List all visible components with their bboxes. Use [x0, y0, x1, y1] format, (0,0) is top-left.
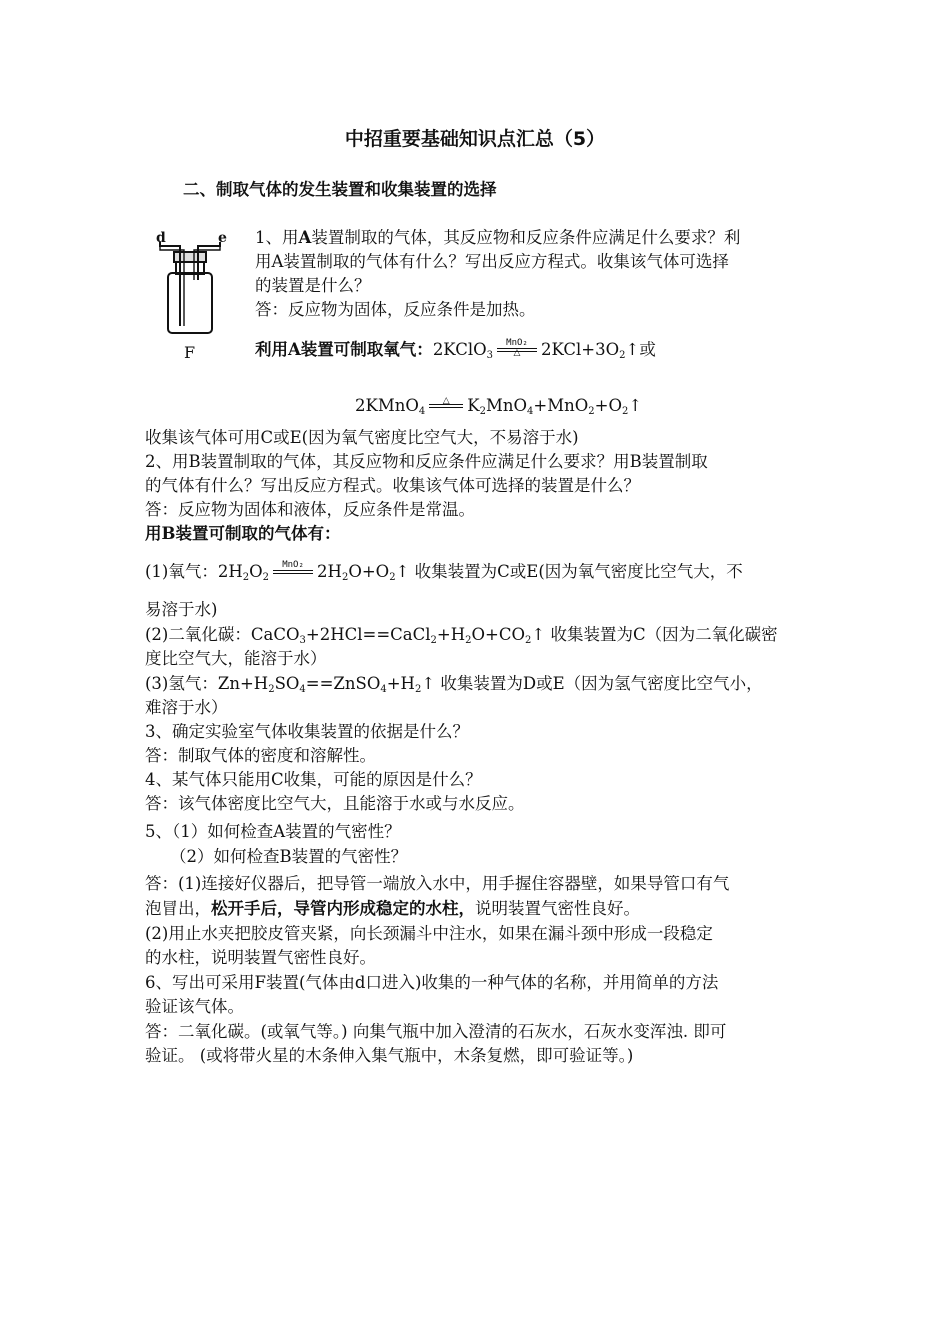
q2-h2-equation: (3)氢气：$Zn+H_2SO_4==ZnSO_4+H_2↑$ 收集装置为D或E（因为氢气密度比空气小， [145, 674, 763, 695]
q4-question: 4、某气体只能用C收集，可能的原因是什么？ [145, 770, 482, 789]
q3-answer: 答：制取气体的密度和溶解性。 [145, 746, 376, 765]
q2-co2-line-2: 度比空气大，能溶于水） [145, 649, 327, 668]
q3-question: 3、确定实验室气体收集装置的依据是什么？ [145, 722, 469, 741]
heat-equals-sign: △ [429, 395, 463, 415]
q2-line-2: 的气体有什么？写出反应方程式。收集该气体可选择的装置是什么？ [145, 476, 640, 495]
q5-question-2: （2）如何检查B装置的气密性？ [170, 847, 408, 866]
q1-line-2: 用A装置制取的气体有什么？写出反应方程式。收集该气体可选择 [255, 252, 729, 271]
gas-bottle-figure [150, 228, 230, 336]
q2-oxygen-equation: (1)氧气：$2H_2O_2$ MnO₂ $2H_2O+O_2↑$ 收集装置为C或E(因为氧气密度比空气大，不 [145, 560, 743, 583]
q2-h2-line-2: 难溶于水） [145, 698, 228, 717]
q4-answer: 答：该气体密度比空气大，且能溶于水或与水反应。 [145, 794, 525, 813]
q1-line-3: 的装置是什么？ [255, 276, 371, 295]
q1-equation-kmno4: 2KMnO$_4$ △ $K_2MnO_4+MnO_2+O_2↑$ [355, 396, 643, 417]
q6-line-2: 验证该气体。 [145, 997, 244, 1016]
q1-answer: 答：反应物为固体，反应条件是加热。 [255, 300, 536, 319]
port-d-label: d [156, 230, 166, 246]
q5-answer-2-line-2: 的水柱，说明装置气密性良好。 [145, 948, 376, 967]
catalyst-equals-sign: MnO₂ △ [497, 339, 537, 359]
q2-answer: 答：反应物为固体和液体，反应条件是常温。 [145, 500, 475, 519]
q1-line-1: 1、用A装置制取的气体，其反应物和反应条件应满足什么要求？利 [255, 228, 741, 247]
q5-answer-2-line-1: (2)用止水夹把胶皮管夹紧，向长颈漏斗中注水，如果在漏斗颈中形成一段稳定 [145, 924, 713, 943]
q6-line-1: 6、写出可采用F装置(气体由d口进入)收集的一种气体的名称，并用简单的方法 [145, 973, 719, 992]
catalyst-equals-sign: MnO₂ [273, 561, 313, 581]
q6-answer-line-2: 验证。 (或将带火星的木条伸入集气瓶中，木条复燃，即可验证等。) [145, 1046, 634, 1065]
q2-line-1: 2、用B装置制取的气体，其反应物和反应条件应满足什么要求？用B装置制取 [145, 452, 708, 471]
figure-label: F [184, 343, 196, 362]
page-title: 中招重要基础知识点汇总（5） [344, 128, 606, 150]
q1-equation-kclo3: 利用A装置可制取氧气：2KClO$_3$ MnO₂ △ $2KCl+3O_2↑$或 [255, 338, 656, 361]
q5-answer-1-line-1: 答：(1)连接好仪器后，把导管一端放入水中，用手握住容器壁，如果导管口有气 [145, 874, 730, 893]
q2-heading: 用B装置可制取的气体有： [145, 524, 341, 543]
port-e-label: e [218, 230, 227, 246]
q5-answer-1-line-2: 泡冒出，松开手后，导管内形成稳定的水柱，说明装置气密性良好。 [145, 899, 640, 918]
q2-oxygen-line-2: 易溶于水) [145, 600, 218, 619]
q5-question-1: 5、（1）如何检查A装置的气密性？ [145, 822, 401, 841]
section-heading: 二、制取气体的发生装置和收集装置的选择 [183, 180, 497, 199]
q2-co2-equation: (2)二氧化碳：$CaCO_3+2HCl==CaCl_2+H_2O+CO_2↑$ 收集装置为C（因为二氧化碳密 [145, 625, 778, 646]
q6-answer-line-1: 答：二氧化碳。(或氧气等。) 向集气瓶中加入澄清的石灰水，石灰水变浑浊. 即可 [145, 1022, 727, 1041]
q1-collect: 收集该气体可用C或E(因为氧气密度比空气大，不易溶于水) [145, 428, 579, 447]
